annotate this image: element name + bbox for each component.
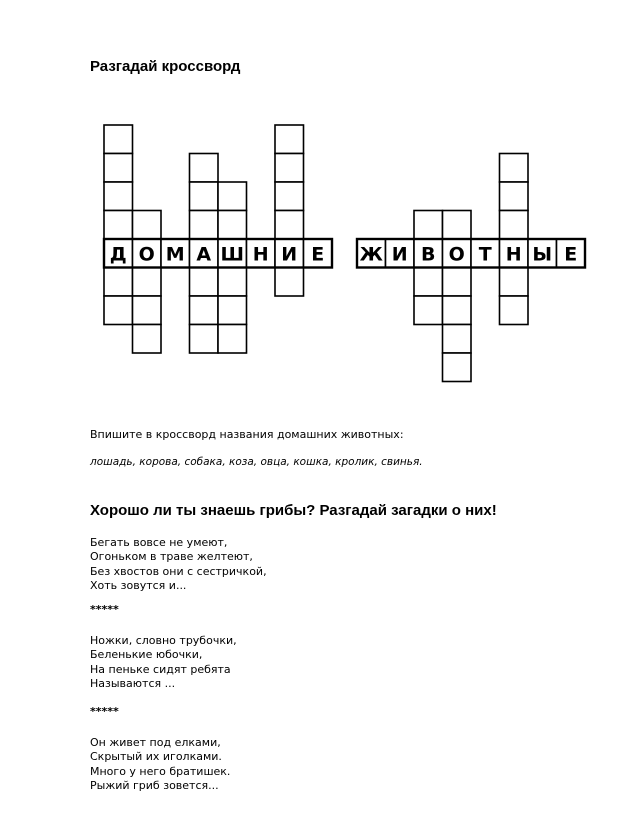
- crossword-cell: [104, 268, 133, 297]
- crossword-letter: О: [138, 243, 155, 266]
- crossword-cell: [500, 182, 529, 211]
- riddle-line: Он живет под елками,: [90, 736, 221, 749]
- animal-list: лошадь, корова, собака, коза, овца, кошка, кролик, свинья.: [90, 456, 423, 468]
- crossword-cell: [190, 268, 219, 297]
- crossword-cell: [500, 296, 529, 325]
- riddle-line: Беленькие юбочки,: [90, 648, 203, 662]
- crossword-cell: [414, 268, 443, 297]
- crossword-cell: [104, 296, 133, 325]
- riddle-1: [90, 536, 267, 594]
- crossword-cell: [218, 296, 247, 325]
- crossword-cell: [104, 182, 133, 211]
- crossword-cell: [414, 211, 443, 240]
- mushroom-heading: Хорошо ли ты знаешь грибы? Разгадай загадки о них!: [90, 502, 497, 519]
- crossword-grid: [0, 0, 636, 400]
- crossword-cell: [133, 268, 162, 297]
- crossword-letter: Т: [478, 243, 492, 266]
- riddle-3: [90, 736, 230, 794]
- crossword-cell: [190, 325, 219, 354]
- crossword-cell: [443, 353, 472, 382]
- riddle-line: Хоть зовутся и...: [90, 579, 187, 593]
- crossword-cell: [443, 325, 472, 354]
- crossword-cell: [275, 268, 304, 297]
- crossword-cell: [218, 182, 247, 211]
- crossword-letter: Ш: [220, 243, 244, 266]
- crossword-cell: [104, 154, 133, 183]
- crossword-cell: [104, 211, 133, 240]
- riddle-line: Скрытый их иголками.: [90, 750, 222, 764]
- crossword-letter: Ы: [532, 243, 553, 266]
- crossword-cell: [443, 268, 472, 297]
- separator: *****: [90, 705, 119, 718]
- page-title: Разгадай кроссворд: [90, 58, 241, 75]
- crossword-cell: [275, 154, 304, 183]
- crossword-cell: [133, 325, 162, 354]
- crossword-cell: [275, 211, 304, 240]
- crossword-letter: Е: [564, 243, 578, 266]
- riddle-line: Без хвостов они с сестричкой,: [90, 564, 267, 578]
- crossword-cell: [190, 211, 219, 240]
- crossword-cell: [218, 325, 247, 354]
- crossword-cell: [218, 268, 247, 297]
- crossword-cell: [500, 211, 529, 240]
- crossword-letter: Н: [505, 243, 522, 266]
- crossword-cell: [275, 125, 304, 154]
- riddle-line: Ножки, словно трубочки,: [90, 634, 237, 647]
- riddle-line: Много у него братишек.: [90, 764, 231, 778]
- crossword-letter: И: [281, 243, 298, 266]
- crossword-cell: [443, 211, 472, 240]
- riddle-line: На пеньке сидят ребята: [90, 662, 231, 676]
- separator: *****: [90, 603, 119, 616]
- crossword-cell: [218, 211, 247, 240]
- crossword-letter: М: [165, 243, 185, 266]
- crossword-cell: [500, 268, 529, 297]
- riddle-line: Называются ...: [90, 677, 176, 691]
- crossword-letter: А: [196, 243, 212, 266]
- riddle-line: Огоньком в траве желтеют,: [90, 550, 253, 564]
- crossword-cell: [133, 211, 162, 240]
- crossword-cell: [190, 296, 219, 325]
- crossword-cell: [443, 296, 472, 325]
- riddle-line: Бегать вовсе не умеют,: [90, 536, 228, 549]
- crossword-letter: О: [448, 243, 465, 266]
- crossword-cell: [275, 182, 304, 211]
- crossword-letter: В: [421, 243, 436, 266]
- instruction-text: Впишите в кроссворд названия домашних животных:: [90, 428, 404, 441]
- crossword-cell: [414, 296, 443, 325]
- crossword-cell: [133, 296, 162, 325]
- riddle-line: Рыжий гриб зовется...: [90, 779, 219, 793]
- crossword-letter: Е: [311, 243, 325, 266]
- crossword-cell: [500, 154, 529, 183]
- crossword-letter: Д: [109, 243, 127, 266]
- crossword-cell: [104, 125, 133, 154]
- crossword-letter: И: [391, 243, 408, 266]
- crossword-letter: Ж: [359, 243, 383, 266]
- crossword-letter: Н: [252, 243, 269, 266]
- riddle-2: [90, 634, 237, 692]
- crossword-cell: [190, 182, 219, 211]
- crossword-cell: [190, 154, 219, 183]
